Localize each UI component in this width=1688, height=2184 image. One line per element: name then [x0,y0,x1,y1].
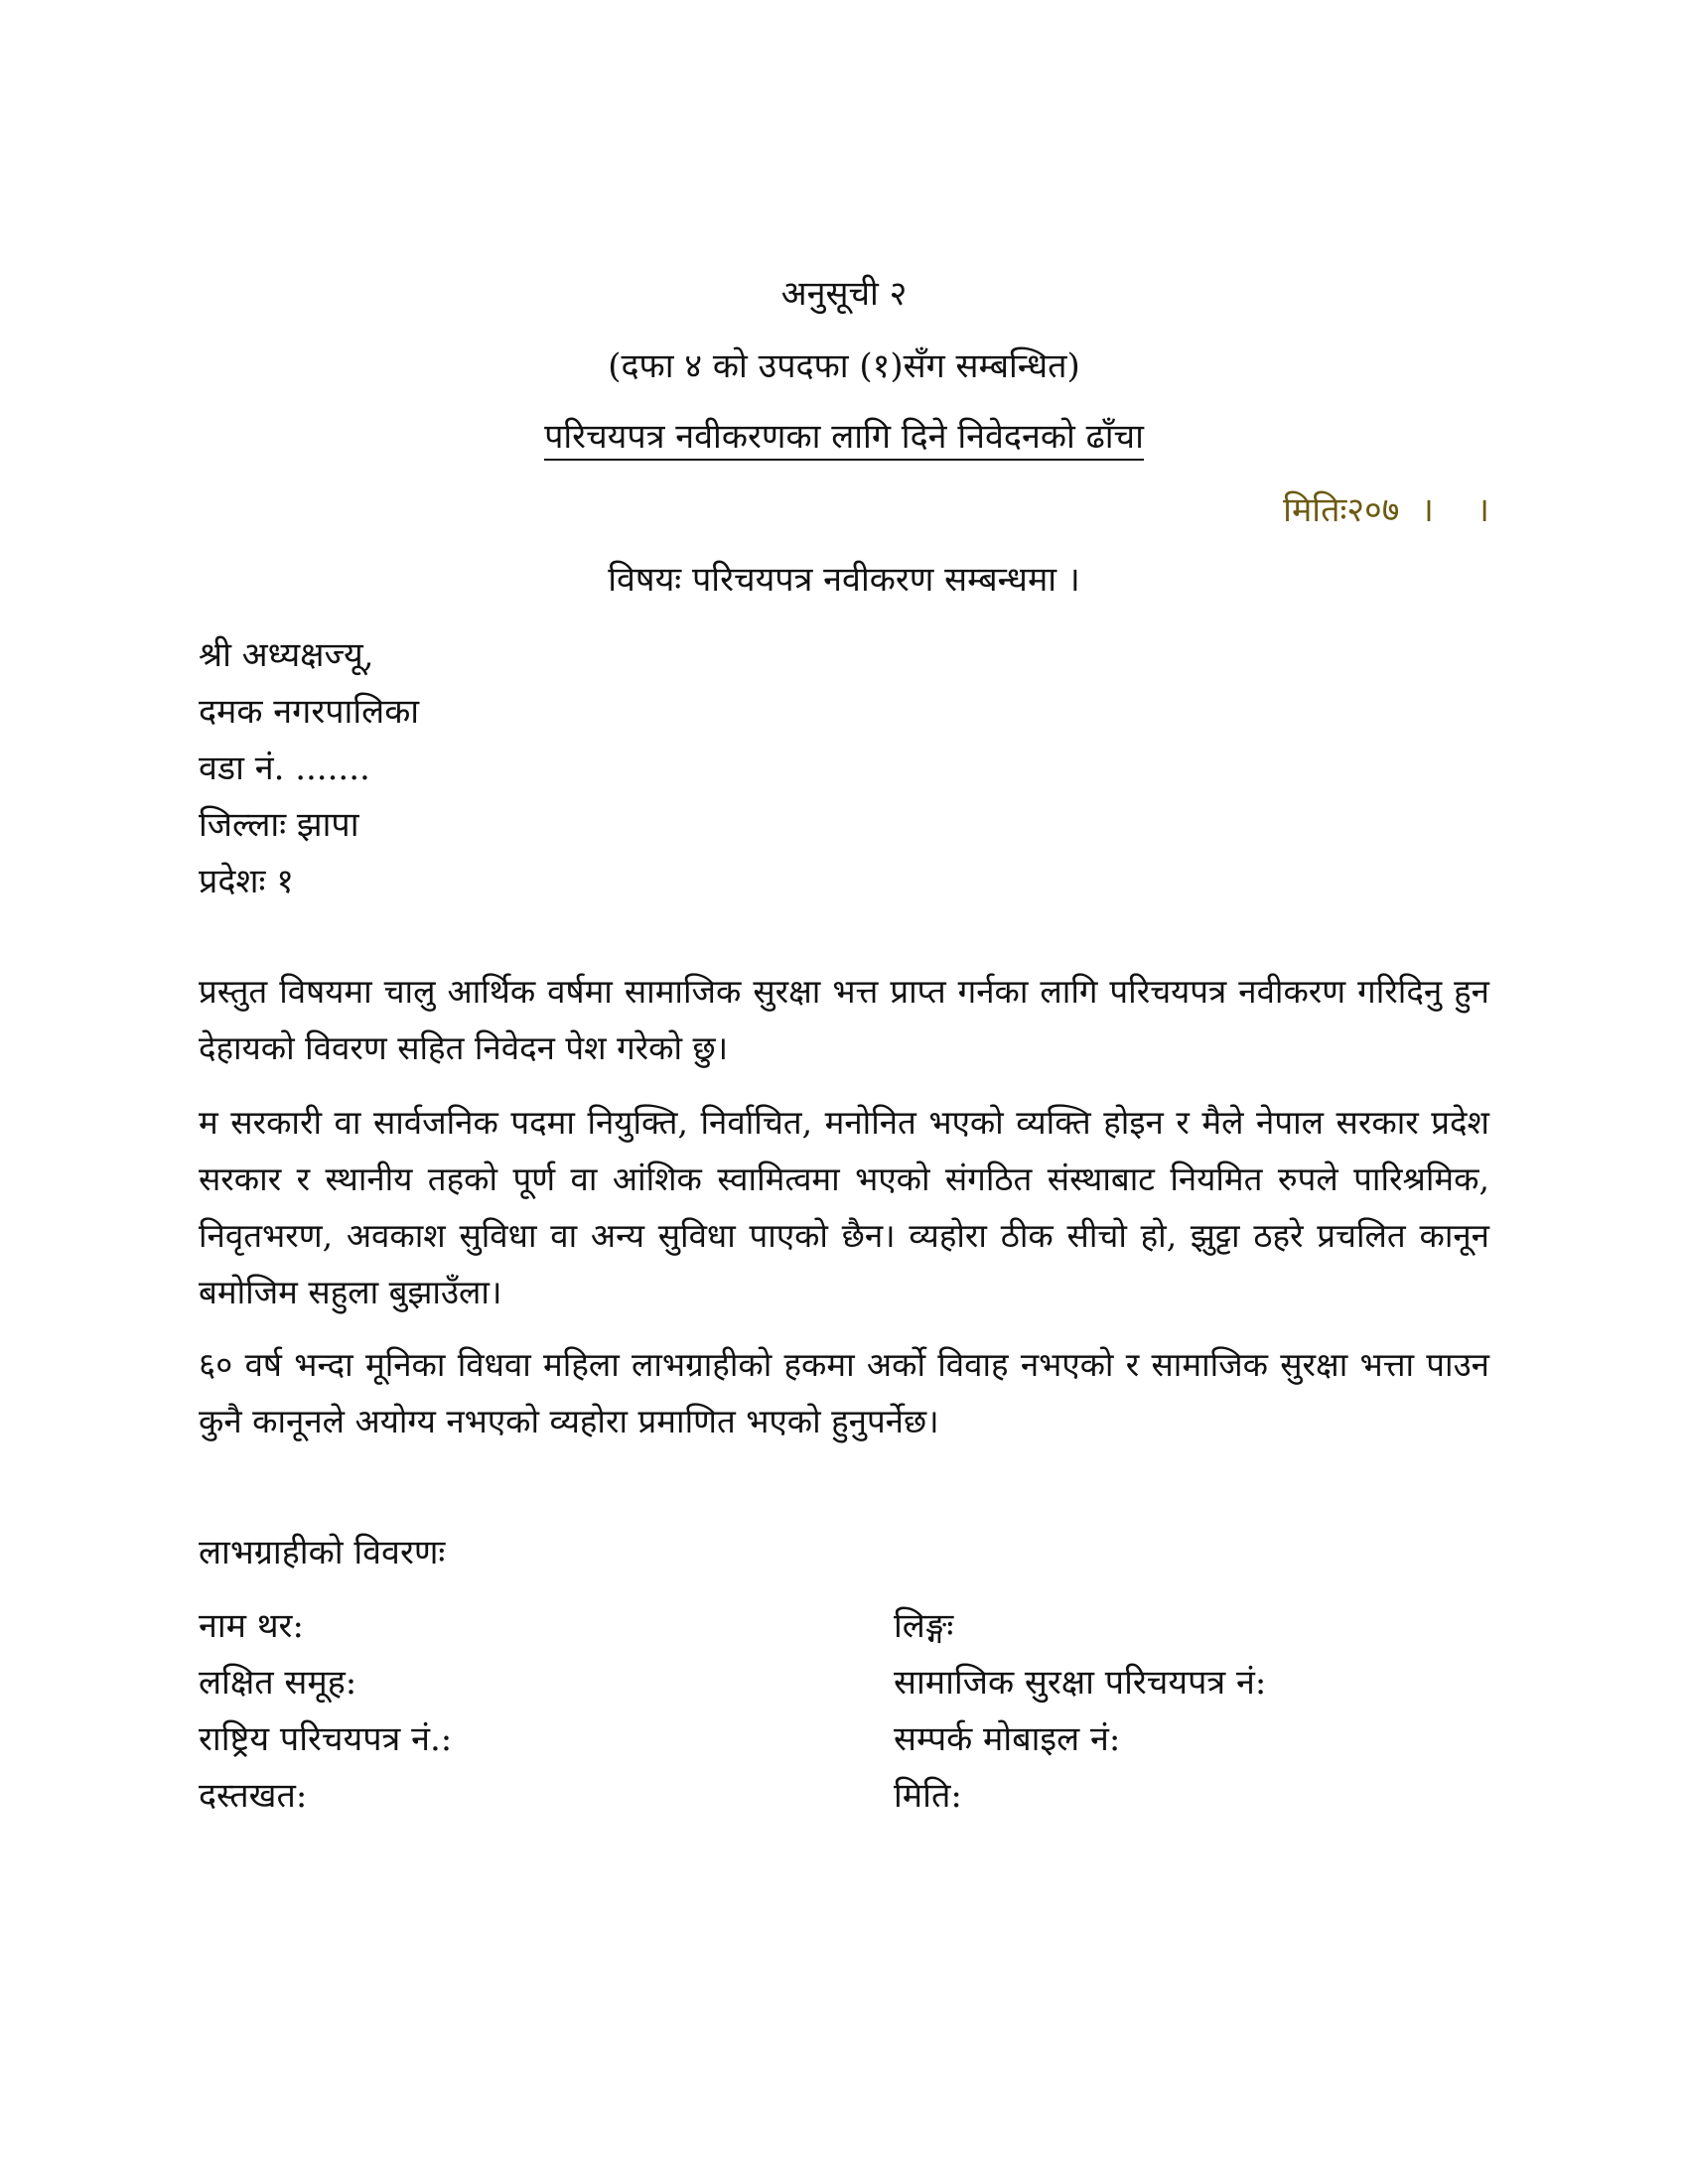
address-line-1: श्री अध्यक्षज्यू, [199,635,374,675]
paragraph-request: प्रस्तुत विषयमा चालु आर्थिक वर्षमा सामाजिक सुरक्षा भत्त प्राप्त गर्नका लागि परिचयपत्र नवीकरण गरिदिनु हुन देहायको विवरण सहित निवेदन पेश गरेको छु। [199,972,1489,1067]
recipient-address [199,627,419,910]
gender-label: लिङ्गः [894,1606,954,1646]
schedule-heading: अनुसूची २ [780,274,908,314]
ss-card-number-label: सामाजिक सुरक्षा परिचयपत्र नं: [894,1663,1267,1703]
form-title-text: परिचयपत्र नवीकरणका लागि दिने निवेदनको ढाँचा [544,417,1144,461]
target-group-label: लक्षित समूह: [199,1663,357,1703]
beneficiary-fields [199,1598,1489,1825]
field-row [199,1711,1489,1768]
form-title [0,413,1688,461]
address-line-5: प्रदेशः १ [199,862,294,901]
national-id-label: राष्ट्रिय परिचयपत्र नं.: [199,1719,453,1759]
date-line: मितिः२०७ । । [1283,490,1489,530]
field-row [199,1598,1489,1655]
paragraph-declaration: म सरकारी वा सार्वजनिक पदमा नियुक्ति, निर्वाचित, मनोनित भएको व्यक्ति होइन र मैले नेपाल सरकार प्रदेश सरकार र स्थानीय तहको पूर्ण वा आंशिक स्वामित्वमा भएको संगठित संस्थाबाट नियमित रुपले पारिश्रमिक, निवृतभरण, अवकाश सुविधा वा अन्य सुविधा पाएको छैन। व्यहोरा ठीक सीचो हो, झुट्टा ठहरे प्रचलित कानून बमोजिम सहुला बुझाउँला। [199,1103,1489,1311]
beneficiary-section-title: लाभग्राहीको विवरणः [199,1533,446,1572]
address-line-2: दमक नगरपालिका [199,692,420,732]
field-row [199,1768,1489,1825]
clause-reference: (दफा ४ को उपदफा (१)सँग सम्बन्धित) [608,346,1080,386]
address-line-3: वडा नं. ....... [199,749,370,788]
mobile-number-label: सम्पर्क मोबाइल नं: [894,1719,1121,1759]
subject-line: विषयः परिचयपत्र नवीकरण सम्बन्धमा । [608,560,1080,600]
address-line-4: जिल्लाः झापा [199,805,359,845]
signature-label: दस्तखत: [199,1776,308,1816]
paragraph-widow-condition: ६० वर्ष भन्दा मूनिका विधवा महिला लाभग्राहीको हकमा अर्को विवाह नभएको र सामाजिक सुरक्षा भत्ता पाउन कुनै कानूनले अयोग्य नभएको व्यहोरा प्रमाणित भएको हुनुपर्नेछ। [199,1345,1489,1440]
date-label: मिति: [894,1776,962,1816]
field-row [199,1655,1489,1711]
name-label: नाम थर: [199,1606,304,1646]
